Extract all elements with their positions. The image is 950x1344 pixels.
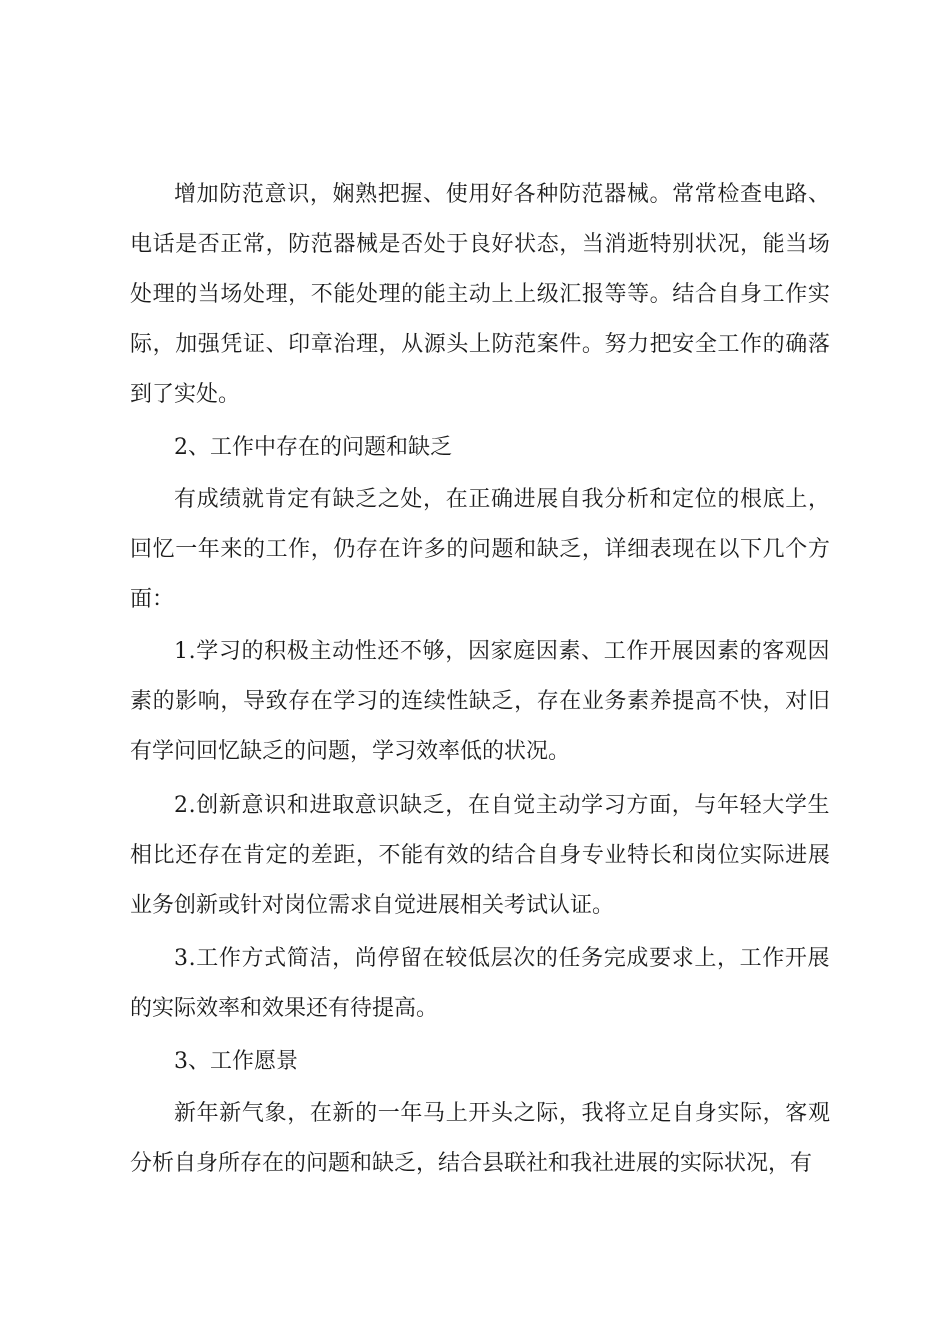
paragraph-line: 有学问回忆缺乏的问题，学习效率低的状况。 — [130, 739, 571, 764]
section-heading: 3、工作愿景 — [174, 1049, 298, 1074]
paragraph-line: 回 忆 一 年 来 的 工 作 ， 仍 存 在 许 多 的 问 题 和 缺 乏 ， 详 细 表 现 在 以 下 几 个 方 — [130, 537, 830, 562]
section-heading: 2、工作中存在的问题和缺乏 — [174, 435, 452, 460]
paragraph-line: 面： — [130, 587, 175, 612]
paragraph-line: 分析自身所存在的问题和缺乏，结合县联社和我社进展的实际状况，有 — [130, 1151, 813, 1176]
paragraph-line: 处 理 的 当 场 处 理 ， 不 能 处 理 的 能 主 动 上 上 级 汇 报 等 等 。 结 合 自 身 工 作 实 — [130, 282, 830, 307]
paragraph-line: 2 . 创 新 意 识 和 进 取 意 识 缺 乏 ， 在 自 觉 主 动 学 习 方 面 ， 与 年 轻 大 学 生 — [174, 793, 830, 818]
paragraph-line: 到了实处。 — [130, 382, 241, 407]
paragraph-line: 业务创新或针对岗位需求自觉进展相关考试认证。 — [130, 893, 615, 918]
paragraph-line: 3 . 工 作 方 式 简 洁 ， 尚 停 留 在 较 低 层 次 的 任 务 完 成 要 求 上 ， 工 作 开 展 — [174, 946, 830, 971]
paragraph-line: 电 话 是 否 正 常 ， 防 范 器 械 是 否 处 于 良 好 状 态 ， 当 消 逝 特 别 状 况 ， 能 当 场 — [130, 232, 830, 257]
paragraph-line: 有 成 绩 就 肯 定 有 缺 乏 之 处 ， 在 正 确 进 展 自 我 分 析 和 定 位 的 根 底 上 ， — [174, 487, 830, 512]
paragraph-line: 的实际效率和效果还有待提高。 — [130, 996, 439, 1021]
paragraph-line: 新 年 新 气 象 ， 在 新 的 一 年 马 上 开 头 之 际 ， 我 将 立 足 自 身 实 际 ， 客 观 — [174, 1101, 830, 1126]
paragraph-line: 素 的 影 响 ， 导 致 存 在 学 习 的 连 续 性 缺 乏 ， 存 在 业 务 素 养 提 高 不 快 ， 对 旧 — [130, 689, 830, 714]
paragraph-line: 增 加 防 范 意 识 ， 娴 熟 把 握 、 使 用 好 各 种 防 范 器 械 。 常 常 检 查 电 路 、 — [174, 182, 830, 207]
paragraph-line: 1 . 学 习 的 积 极 主 动 性 还 不 够 ， 因 家 庭 因 素 、 工 作 开 展 因 素 的 客 观 因 — [174, 639, 830, 664]
paragraph-line: 际 ， 加 强 凭 证 、 印 章 治 理 ， 从 源 头 上 防 范 案 件 。 努 力 把 安 全 工 作 的 确 落 — [130, 332, 830, 357]
paragraph-line: 相 比 还 存 在 肯 定 的 差 距 ， 不 能 有 效 的 结 合 自 身 专 业 特 长 和 岗 位 实 际 进 展 — [130, 843, 830, 868]
